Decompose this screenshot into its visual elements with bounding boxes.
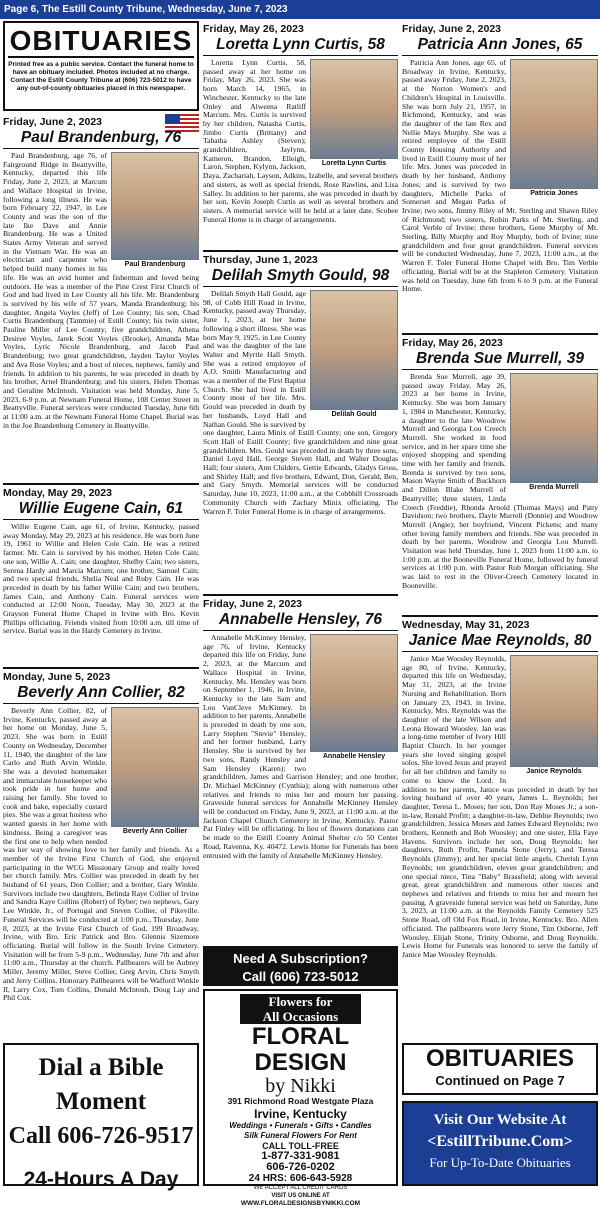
obit-text: Willie Eugene Cain, age 61, of Irvine, Kentucky, passed away Monday, May 29, 2023 at his residence. He was born June 19, 1961 to Willie and Helen Cole Cain. He was a retired farmer. Mr. Cain is survived by his mother, Helen Cole Cain; one son, Willie A. Cain; one daughter, Shelby Cain; two sisters, Serena Hardy and Marcia Marcum; one brother, Samuel Cain; and two special friends, Shelia Neal and Ruby Cain. He was preceded in death by his father Willie Cain; and two brothers, James Cain, and Anthony Cain. Funeral services were conducted at 12:00 Noon, Tuesday, May 30, 2023 at the Grayson Funeral Home Chapel in Irvine with Bro. Kevin Phillips officiating. Friends visited from 10:00 a.m. till time of service. Burial was in the Hardy Cemetery in Irvine. (3, 522, 199, 636)
ad-line: Visit Our Website At (433, 1112, 567, 1128)
ad-tag-line: All Occasions (262, 1009, 339, 1024)
portrait-photo (310, 634, 398, 752)
ad-website: WWW.FLORALDESIGNSBYNIKKI.COM (240, 1200, 361, 1207)
continued-subtitle: Continued on Page 7 (435, 1073, 565, 1088)
portrait-photo (510, 655, 598, 767)
portrait-photo (510, 373, 598, 483)
obit-patricia (402, 21, 598, 329)
obit-text: Loretta Lynn Curtis, 58, passed away at her home on Friday, May 26, 2023. She was born March 14, 1965, in Winchester, Kentucky to the late Onley and Alweena Ratliff Marcum. Mrs. Curtis is survived by her children, Natasha Curtis, Jimbo Curtis (Brittany) and Tabatha Ashley (Steven); grandchildren, Jaylynn, Kameron, Brandon, Elleigh, Laron, Stephen, Kylynn, Jackson, Daya, Zachariah, Layson, Adkins, Izabelle, and several brothers and sisters, as well as special friends, Rose Rawlins, and Lisa Salley. In addition to her parents, she was preceded in death by her son, Kevin Joseph Curtis as well as several brothers and sisters. A memorial service will be held at a later date. Scobee Funeral Home is in charge of arrangements. (203, 58, 398, 224)
ad-business-byline: by Nikki (265, 1075, 336, 1097)
obit-date: Monday, May 29, 2023 (3, 487, 112, 499)
ad-phone: 606-726-0202 (266, 1161, 335, 1173)
ad-tollfree: CALL TOLL-FREE (262, 1141, 339, 1151)
ad-line: Dial a Bible Moment (38, 1054, 164, 1115)
obit-date: Wednesday, May 31, 2023 (402, 619, 530, 631)
photo-caption: Delilah Gould (331, 411, 377, 418)
obit-body (203, 59, 398, 249)
ad-bible-moment (3, 1043, 199, 1191)
ad-cards: WE ACCEPT ALL CREDIT CARDS (253, 1185, 348, 1191)
obit-brenda (402, 333, 598, 611)
portrait-photo (111, 707, 199, 827)
obit-paul (3, 114, 199, 479)
ad-url[interactable]: <EstillTribune.Com> (427, 1133, 573, 1150)
ad-subscription (203, 946, 398, 986)
portrait-photo (310, 290, 398, 410)
obituaries-note: Printed free as a public service. Contact the funeral home to have an obituary included. Photos included at no charge. Contact the Estill County Tribune at (606) 723-5012 to have any out-of-county obituaries placed in this newspaper. (8, 61, 194, 92)
photo-caption: Loretta Lynn Curtis (321, 160, 387, 167)
portrait-photo (510, 59, 598, 189)
obit-photo (510, 655, 598, 777)
column-2 (203, 21, 398, 1207)
obit-janice (402, 615, 598, 1040)
obit-name: Willie Eugene Cain, 61 (3, 500, 199, 520)
obit-body (203, 634, 398, 945)
photo-caption: Patricia Jones (530, 190, 578, 197)
continued-title: OBITUARIES (425, 1045, 574, 1072)
obit-body (3, 707, 199, 1038)
obit-loretta (203, 21, 398, 246)
obit-date: Thursday, June 1, 2023 (203, 254, 318, 266)
photo-caption: Janice Reynolds (526, 768, 582, 775)
obit-date: Friday, June 2, 2023 (3, 116, 103, 128)
ad-hours: 24 HRS: 606-643-5928 (248, 1173, 353, 1184)
ad-website (402, 1101, 598, 1186)
obit-body (3, 152, 199, 477)
ad-tag (240, 994, 361, 1024)
obit-photo (111, 152, 199, 270)
ad-visit: VISIT US ONLINE AT (271, 1193, 330, 1199)
obit-name: Beverly Ann Collier, 82 (3, 684, 199, 704)
obit-body (203, 290, 398, 592)
photo-caption: Beverly Ann Collier (122, 828, 188, 835)
obit-text: Paul Brandenburg, age 76, of Fairground Ridge in Beattyville, Kentucky, departed this life Friday, June 2, 2023, at Marcum and Wallace Hospital in Irvine, following a long illness. He was born February 22, 1947, in Lee County and was the son of the late Ike Dave and Annie Brandenburg. He was a United States Army Veteran and served in the Vietnam War. He was an electrician and carpenter who helped build many homes in his life. He was an avid hunter and fisherman and loved being outdoors. He was a member of the Pine Crest First Church of God and had lived in Lee County all his life. Mr. Brandenburg is survived by his wife of 57 years, Manda Brandenburg; his daughter, Angela Voyles (Jeff) of Lee County; his son, Chad Curtis Brandenburg (Tammie) of Estill County; his twin sister, Pauline Miller of Lee County; five grandchildren, Athena Desiree Voyles, Jarek Scott Voyles (Brooke), Amanda Mae Voyles, Lyric Nicole Brandenburg, and Jacob Paul Brandenburg; two great grandchildren, Jayden Taylor Voyles and Ava Rose Voyles; and a host of nieces, nephews, family and friends. In addition to his parents, he was preceded in death by his brother, Arnel Brandenburg; and his sisters, Helen Thomas and Geraline McIntosh. Visitation was held Monday, June 5, 2023, 6-9 p.m. at Newnam Funeral Home, 108 Center Street in Beattyville. Funeral services were conducted Tuesday, June 6th at 11:00 a.m. at the Newnam Funeral Home Chapel. Burial was in the Joe Brandenburg Cemetery in Beattyville. (3, 151, 199, 430)
obit-name: Brenda Sue Murrell, 39 (402, 350, 598, 370)
obit-photo (310, 59, 398, 169)
obit-body (3, 523, 199, 664)
ad-line: 24-Hours A Day (23, 1168, 179, 1191)
ad-phone: 1-877-331-9081 (261, 1150, 340, 1162)
portrait-photo (310, 59, 398, 159)
obit-photo (310, 634, 398, 762)
obit-date: Friday, May 26, 2023 (203, 23, 304, 35)
obituaries-title: OBITUARIES (9, 25, 193, 56)
ad-address: 391 Richmond Road Westgate Plaza (227, 1096, 374, 1106)
ad-phone: Call 606-726-9517 (8, 1123, 194, 1149)
obit-photo (310, 290, 398, 420)
photo-caption: Paul Brandenburg (124, 261, 186, 268)
obit-body (402, 655, 598, 1041)
obit-name: Loretta Lynn Curtis, 58 (203, 36, 398, 56)
obit-name: Janice Mae Reynolds, 80 (402, 632, 598, 652)
obit-beverly (3, 667, 199, 1037)
ad-tag-line: Flowers for (268, 994, 333, 1009)
obit-text: Janice Mae Woosley Reynolds, age 80, of Irvine, Kentucky, departed this life on Wednesday, May 31, 2023, at the Irvine Nursing and Rehabilitation. Born on January 23, 1943, in Irvine, Kentucky, Mrs. Reynolds was the daughter of the late Wilson and Leona Howard Woosley. Jan was a long-time member of Ivory Hill Baptist Church. In her younger years she loved singing gospel solos. She loved Jesus and prayed for all her children and family to come to know the Lord. In addition to her parents, Janice was preceded in death by her loving husband of over 40 years, James L. Reynolds; her daughter, Teresa L. Moses; her son, Don Ray Moses Jr.; a son-in-law, Ronald Profitt; a daughter-in-law, Debbie Reynolds; two grandchildren, Jessica Moses and James Edward Reynolds; two brothers, Kenneth and Bob Woosley; and one sister, Ella Faye Havens. Survivors include her son, Doug Reynolds; her daughters, Ruth Profitt, Pamela Stone (Jerry), and Teresa Reynolds (Jimmy); and her special little angels, Cherish Lynn Reynolds; ten grandchildren, eleven great grandchildren; and one special niece, Tina "Baby" Brassfield; along with several great, great grandchildren and numerous other nieces and nephews and relatives and friends to miss her and mourn her passing. A graveside funeral service was held on Saturday, June 3, 2023, at 11:00 a.m. at the Reynolds Family Cemetery 525 Stone Road, off Old Fox Road, in Irvine, Kentucky. Bro. Allen officiated. The pallbearers were Jerry Stone, Tim Osborne, Jeff Woosley, Elijah Stone, Trinity Osborne, and Doug Reynolds. Lewis Home for Funerals was honored to serve the family of Janice Mae Woosley Reynolds. (402, 654, 598, 959)
obit-name: Annabelle Hensley, 76 (203, 611, 398, 631)
photo-caption: Annabelle Hensley (322, 753, 386, 760)
obit-photo (111, 707, 199, 837)
obit-photo (510, 373, 598, 493)
column-3 (402, 21, 598, 1186)
obit-text: Brenda Sue Murrell, age 39, passed away Friday, May 26, 2023 at her home in Irvine, Kentucky. She was born January 1, 1984 in Manchester, Kentucky, a daughter to the late Woodrow Murrell and Georgia Lou Creech Murrell. She worked in food service, and in her spare time she enjoyed shopping and spending time with her family and friends. Brenda is survived by two sons, Mason Wayne Smith of Buckhorn and Dillon Blake Murrell of Beattyville; three sisters, Linda Creech (Freddie), Rhonda Arnold (Thomas Mays) and Patty Davidson; two brothers, Dayle Murrell (Donnie) and Woodrow Murrell (Angie); her boyfriend, Vincent Pickens; and many other loving family members and friends. She was preceded in death by her parents, Woodrow and Georgia Lou Murrell. Visitation was held Thursday, June 1, 2023 from 11:00 a.m. to 1:00 p.m. at the Booneville Funeral Home, followed by funeral services at 1:00 p.m. with Pastor Rob Morgan officiating. She was laid to rest in the Oliver-Creech Cemetery located in Booneville. (402, 372, 598, 590)
obit-name: Patricia Ann Jones, 65 (402, 36, 598, 56)
obit-text: Beverly Ann Collier, 82, of Irvine, Kentucky, passed away at her home on Monday, June 5, 2023. She was born in Estill County on Wednesday, December 11, 1940, the daughter of the late Carlo and Ruth Arvin Winkle. She was a devoted homemaker and immaculate housekeeper who took pride in her home and raising her family. She loved to cook and bake, especially custard pies. She was a great hostess who wanted guests in her home with kindness. Being a caregiver was the first one to help when needed was her way of showing love to her family and friends. As a member of the Irvine First Church of God, she enjoyed participating in the WCG Missionary Group and really loved her church family. Mrs. Collier was preceded in death by her husband of 61 years, Don Collier; and a brother, Gary Winkle. Survivors include two daughters, Belinda Raye Collier of Irvine and Sandra Kaye Collins (Robert) of Ryber; two nephews, Gary Lee Winkle, Jr., of Portugal and Steven Collier, of Pikeville. Funeral Services will be conducted at 1:00 p.m., Thursday, June 8, 2023, at the Irvine First Church of God, 199 Broadway, Irvine, with Bro. Eric Patrick and Bro. Glennis Sizemore officiating. Burial will follow in the South Irvine Cemetery. Visitation will be from 5-9 p.m., Wednesday, June 7th and after 11:00 a.m., Thursday at the church. Pallbearers will be Aubrey Miller, Jeremy Miller, Steve Collier, Greg Arvin, Chris Smyth and Jerry Collins. Honorary Pallbearers will be Wafford Winkle II, Larry Cox, Tom Collins, Donald McIntosh, Doug Lay and Phil Cox. (3, 706, 199, 1003)
obit-name: Delilah Smyth Gould, 98 (203, 267, 398, 287)
obit-text: Delilah Smyth Hall Gould, age 98, of Cobb Hill Road in Irvine, Kentucky, passed away Thursday, June 1, 2023, at her home following a short illness. She was born May 9, 1925, in Lee County and was the daughter of the late Walter and Myrtle Hall Smyth. She was a retired employee of A.O. Smith Manufacturing and was a member of the First Baptist Church. She had lived in Estill County most of her life. Mrs. Gould was preceded in death by her husbands, Loyd Hall and Nathan Gould. She is survived by one daughter, Laura Minix of Estill County; one son, Gregory Scott Hall of Estill County; five grandchildren and nine great grandchildren. Mrs. Gould was preceded in death by three sons, Daniel Loyd Hall, George Steven Hall, and Walter Douglas Hall; four sisters, Ann Childers, Gettie Edwards, Gladys Gross, and Shirley Hall; and five brothers, Edward, Don, Gerald, Ben, and Gary Smyth. Memorial services will be conducted Saturday, June 10, 2023, 11:00 a.m., at the Cobbhill Crossroads Community Church with Zachary Minix officiating. The Warren F. Toler Funeral Home is in charge of arrangements. (203, 289, 398, 516)
obituaries-masthead (3, 21, 199, 111)
obituaries-continued (402, 1043, 598, 1095)
column-1 (3, 21, 199, 1191)
ad-services: Weddings • Funerals • Gifts • Candles (229, 1121, 372, 1130)
portrait-photo (111, 152, 199, 260)
obit-name: Paul Brandenburg, 76 (3, 129, 199, 149)
photo-caption: Brenda Murrell (529, 484, 579, 491)
obit-date: Friday, June 2, 2023 (203, 598, 303, 610)
ad-floral-design (203, 989, 398, 1207)
ad-business-name: FLORAL DESIGN (251, 1023, 350, 1076)
ad-line: Need A Subscription? (233, 951, 368, 966)
obit-body (402, 59, 598, 331)
ad-silk: Silk Funeral Flowers For Rent (244, 1131, 357, 1140)
obit-body (402, 373, 598, 613)
page-header: Page 6, The Estill County Tribune, Wednesday, June 7, 2023 (0, 0, 600, 19)
obit-date: Monday, June 5, 2023 (3, 671, 111, 683)
ad-line: For Up-To-Date Obituaries (429, 1155, 571, 1170)
obit-annabelle (203, 594, 398, 944)
obit-willie (3, 483, 199, 663)
ad-city: Irvine, Kentucky (254, 1107, 347, 1121)
obit-date: Friday, June 2, 2023 (402, 23, 502, 35)
ad-phone: Call (606) 723-5012 (242, 969, 359, 984)
obit-photo (510, 59, 598, 199)
obit-text: Annabelle McKinney Hensley, age 76, of Irvine, Kentucky departed this life on Friday, June 2, 2023, at the Marcum and Wallace Hospital in Irvine, Kentucky. Ms. Hensley was born on September 1, 1946, in Irvine, Kentucky to the late Sam and Lou VanCleve McKinney. In addition to her parents, Annabelle is preceded in death by one son, Larry Stephen "Stevie" Hensley, and her former husband, Larry Hensley. She is survived by her two sons, Randy Hensley and Sam Hensley (Karen); two grandchildren, James and Garrison Hensley; and one brother, Dr. Michael McKinney (Cynthia); along with numerous other relatives and friends to miss her and mourn her passing. Graveside funeral services for Annabelle McKinney Hensley will be conducted on Friday, June 9, 2023, at 11:00 a.m. at the Jackson Chapel Church Cemetery in Irvine, Kentucky. Pastor Pat Finley will be officiating. In lieu of flowers donations can be made to the Estill County Animal Shelter c/o 50 Center Road, Ravenna, Ky. 40472. Lewis Home for Funerals has been entrusted with the family of Annabelle McKinney Hensley. (203, 633, 398, 860)
obit-text: Patricia Ann Jones, age 65, of Broadway in Irvine, Kentucky, passed away Friday, June 2, 2023, at the Norton Women's and Children's Hospital in Louisville. She was born July 21, 1957, in Richmond, Kentucky, and was the daughter of the late Rex and Nellie Mays Murphy. She was a retired employee of the Estill County Housing Authority and lived in Estill County most of her life. Mrs. Jones was preceded in death by her husband, Anthony Jones; and is survived by two daughters, Michelle Parks of Somerset and Megan Parks of Irvine; two sons, Jimmy Riley of Mt. Sterling and Shawn Riley of Richmond; two sisters, Robin Parks of Mt. Sterling, and Carol Verble of Irvine; three brothers, Gene Murphy of Mt. Sterling, Billy Murphy and Roy Murphy, both of Irvine; nine grandchildren and four great grandchildren. Funeral services will be conducted Wednesday, June 7, 2023, 11:00 a.m., at the Warren F. Toler Funeral Home Chapel with Bro. Tim Verble officiating. Burial will be at the Stapleton Cemetery. Visitation was held on Tuesday, June 6th from 6 to 9 p.m. at the Funeral Home. (402, 58, 598, 294)
obit-date: Friday, May 26, 2023 (402, 337, 503, 349)
obit-delilah (203, 250, 398, 590)
